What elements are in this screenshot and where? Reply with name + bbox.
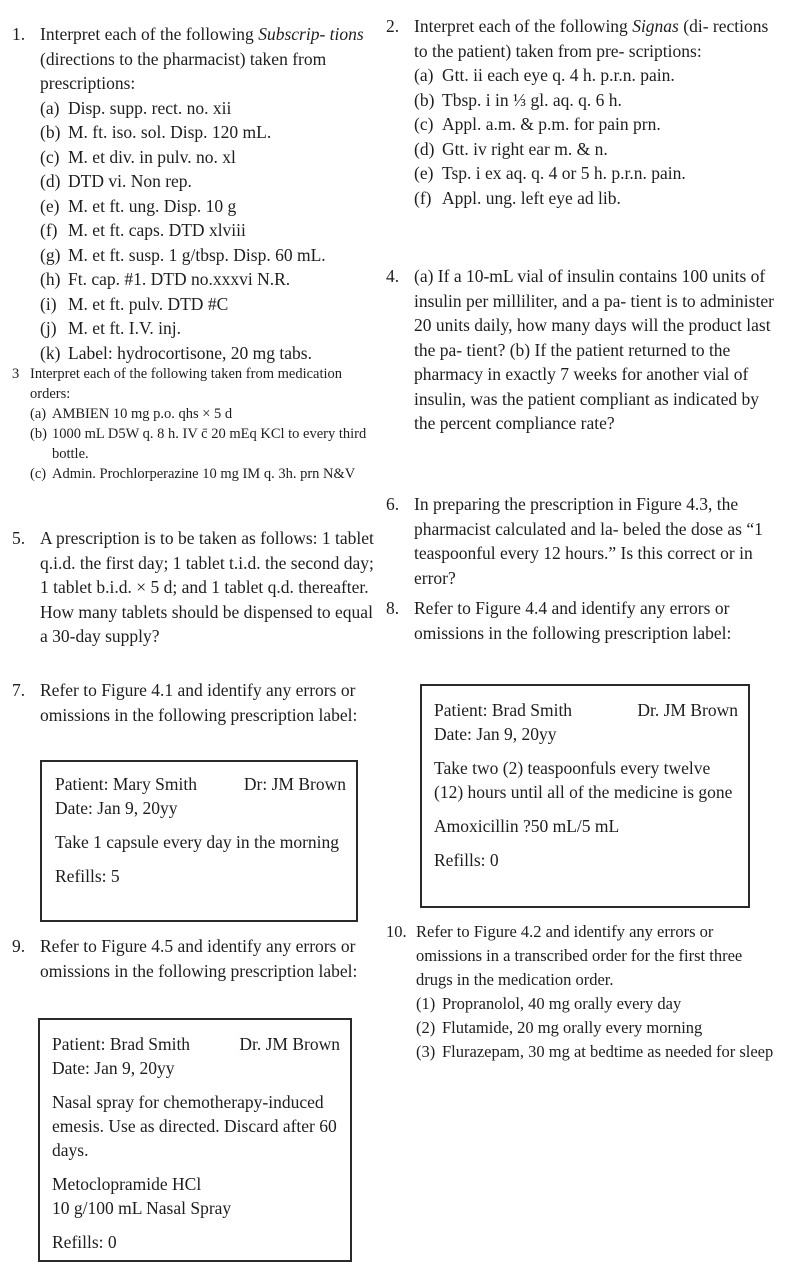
patient-name: Patient: Mary Smith [55,774,197,794]
question-prompt: Interpret each of the following Subscrip- tions (directions to the pharmacist) taken from prescriptions: [40,24,364,93]
subscription-list [40,96,384,366]
question-9 [12,934,384,983]
list-item: (d) Gtt. iv right ear m. & n. [414,138,608,159]
question-number: 9. [12,936,26,956]
question-text: Refer to Figure 4.4 and identify any errors or omissions in the following prescription label: [414,598,732,643]
label-drug-strength: 10 g/100 mL Nasal Spray [52,1198,232,1218]
list-item: (c) Admin. Prochlorperazine 10 mg IM q. 3h. prn N&V [30,466,356,482]
label-refills: Refills: 5 [55,866,120,886]
patient-name: Patient: Brad Smith [52,1034,191,1054]
question-number: 5. [12,528,26,548]
question-text: In preparing the prescription in Figure 4.3, the pharmacist calculated and la- beled the dose as “1 teaspoonful every 12 hours.” Is this correct or in error? [414,494,763,588]
label-refills: Refills: 0 [434,850,499,870]
doctor-name: Dr. JM Brown [239,1034,340,1054]
question-number: 4. [386,266,400,286]
question-2 [386,14,780,210]
list-item: (3) Flurazepam, 30 mg at bedtime as needed for sleep [416,1042,774,1061]
question-text: Refer to Figure 4.2 and identify any errors or omissions in a transcribed order for the first three drugs in the medication order. [416,922,743,989]
list-item: (h) Ft. cap. #1. DTD no.xxxvi N.R. [40,269,291,289]
question-number: 2. [386,16,400,36]
question-8 [386,596,780,645]
list-item: (a) AMBIEN 10 mg p.o. qhs × 5 d [30,406,233,422]
question-prompt: Interpret each of the following taken from medication orders: [30,366,343,402]
question-number: 1. [12,24,26,44]
list-item: (f) Appl. ung. left eye ad lib. [414,187,621,208]
list-item: (i) M. et ft. pulv. DTD #C [40,293,229,314]
list-item: (c) Appl. a.m. & p.m. for pain prn. [414,114,661,134]
question-3 [12,364,384,484]
label-directions: Nasal spray for chemotherapy-induced emesis. Use as directed. Discard after 60 days. [52,1092,337,1160]
question-text: Refer to Figure 4.1 and identify any errors or omissions in the following prescription label: [40,680,358,725]
list-item: (a) Disp. supp. rect. no. xii [40,97,232,118]
list-item: (d) DTD vi. Non rep. [40,171,192,191]
list-item: (1) Propranolol, 40 mg orally every day [416,994,682,1013]
list-item: (2) Flutamide, 20 mg orally every morning [416,1018,703,1037]
question-5 [12,526,384,649]
signa-list [414,63,780,210]
list-item: (b) 1000 mL D5W q. 8 h. IV c̄ 20 mEq KCl to every third bottle. [30,426,367,462]
prescription-label-q9 [38,1018,352,1262]
question-text: Refer to Figure 4.5 and identify any errors or omissions in the following prescription label: [40,936,358,981]
question-number: 3 [12,366,20,382]
question-number: 6. [386,494,400,514]
question-7 [12,678,384,727]
prescription-label-q7 [40,760,358,922]
patient-name: Patient: Brad Smith [434,700,573,720]
label-drug: Metoclopramide HCl [52,1174,202,1194]
list-item: (e) M. et ft. ung. Disp. 10 g [40,195,237,216]
label-directions: Take 1 capsule every day in the morning [55,832,340,852]
doctor-name: Dr: JM Brown [243,774,346,794]
question-number: 10. [386,922,407,941]
question-6 [386,492,780,590]
question-number: 8. [386,598,400,618]
list-item: (e) Tsp. i ex aq. q. 4 or 5 h. p.r.n. pain. [414,163,686,183]
question-10 [386,920,780,1064]
question-text: (a) If a 10-mL vial of insulin contains 100 units of insulin per milliliter, and a pa- tient is to administer 20 units daily, how many days will the product last the pa- tient? (b) If the patient returned to the pharmacy in exactly 7 weeks for another vial of insulin, was the patient compliant as indicated by the percent compliance rate? [414,266,774,433]
label-date: Date: Jan 9, 20yy [55,798,178,818]
list-item: (f) M. et ft. caps. DTD xlviii [40,220,246,240]
label-directions: Take two (2) teaspoonfuls every twelve (12) hours until all of the medicine is gone [434,758,733,802]
list-item: (b) M. ft. iso. sol. Disp. 120 mL. [40,122,272,142]
list-item: (g) M. et ft. susp. 1 g/tbsp. Disp. 60 mL. [40,244,326,265]
order-list [30,404,384,484]
question-4 [386,264,780,436]
question-text: A prescription is to be taken as follows: 1 tablet q.i.d. the first day; 1 tablet t.i.d. the second day; 1 tablet b.i.d. × 5 d; and 1 tablet q.d. thereafter. How many tablets should be dispensed to equal a 30-day supply? [40,528,374,646]
label-refills: Refills: 0 [52,1232,117,1252]
list-item: (c) M. et div. in pulv. no. xl [40,146,236,167]
list-item: (a) Gtt. ii each eye q. 4 h. p.r.n. pain. [414,65,675,85]
label-date: Date: Jan 9, 20yy [52,1058,175,1078]
question-prompt: Interpret each of the following Signas (di- rections to the patient) taken from pre- scriptions: [414,16,769,61]
question-1 [12,22,384,365]
list-item: (j) M. et ft. I.V. inj. [40,318,181,338]
doctor-name: Dr. JM Brown [637,700,738,720]
list-item: (b) Tbsp. i in ⅓ gl. aq. q. 6 h. [414,89,622,110]
transcribed-order-list [416,992,780,1064]
question-number: 7. [12,680,26,700]
list-item: (k) Label: hydrocortisone, 20 mg tabs. [40,342,312,363]
label-date: Date: Jan 9, 20yy [434,724,557,744]
prescription-label-q8 [420,684,750,908]
label-drug: Amoxicillin ?50 mL/5 mL [434,816,620,836]
